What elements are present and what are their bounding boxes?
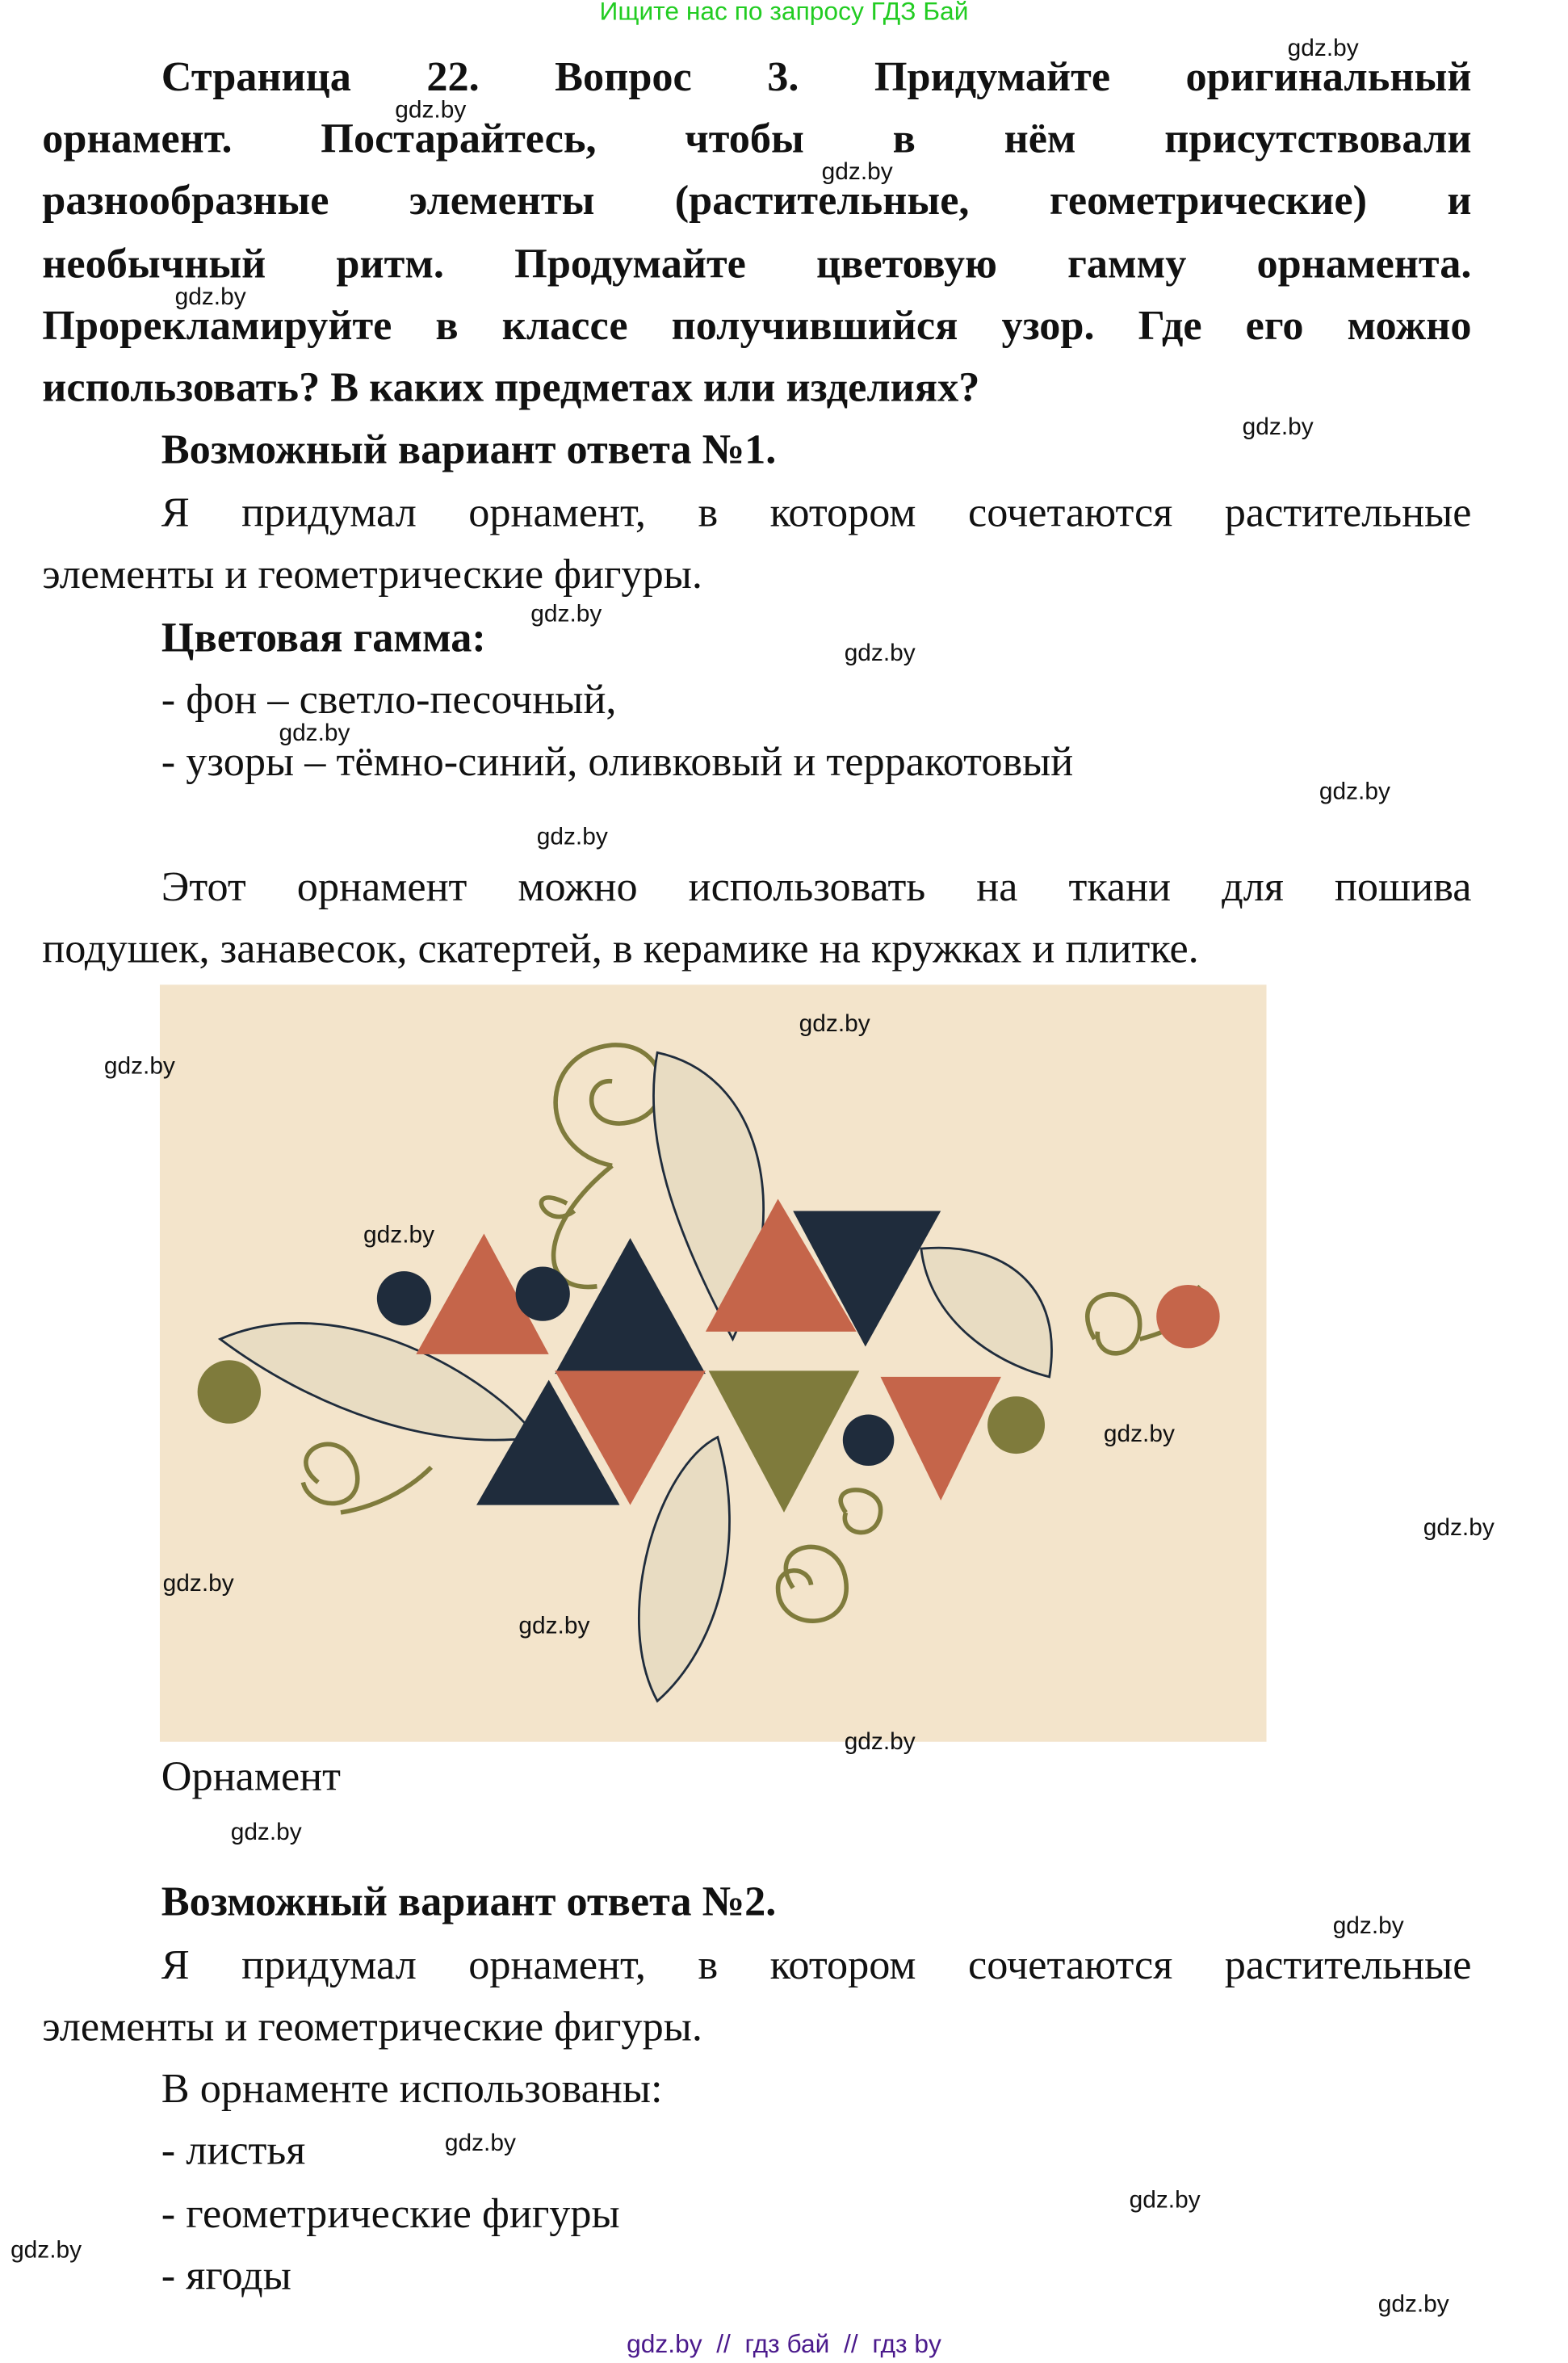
watermark: gdz.by (1319, 779, 1390, 806)
color-item: - фон – светло-песочный, (161, 677, 617, 724)
watermark: gdz.by (536, 825, 608, 851)
question-line: орнамент. Постарайтесь, чтобы в нём присутствовали (42, 115, 1472, 163)
watermark: gdz.by (103, 1054, 175, 1080)
list-heading: В орнаменте использованы: (161, 2066, 663, 2113)
answer1-text: Я придумал орнамент, в котором сочетаются растительные (161, 489, 1472, 537)
watermark: gdz.by (1242, 414, 1314, 441)
watermark: gdz.by (174, 284, 246, 311)
watermark: gdz.by (844, 1729, 916, 1756)
answer2-text: Я придумал орнамент, в котором сочетаются растительные (161, 1942, 1472, 1989)
watermark: gdz.by (395, 98, 467, 124)
watermark: gdz.by (1423, 1515, 1495, 1542)
watermark: gdz.by (10, 2238, 82, 2264)
list-item: - геометрические фигуры (161, 2191, 620, 2239)
watermark: gdz.by (821, 159, 893, 186)
usage-text: Этот орнамент можно использовать на ткани для пошива (161, 863, 1472, 911)
list-item: - листья (161, 2127, 306, 2175)
watermark: gdz.by (1287, 36, 1359, 62)
header-banner[interactable]: Ищите нас по запросу ГДЗ Бай (599, 0, 969, 26)
watermark: gdz.by (279, 720, 350, 747)
question-line: использовать? В каких предметах или изделиях? (42, 364, 980, 412)
ornament-drawing (160, 984, 1267, 1741)
watermark: gdz.by (1129, 2188, 1201, 2214)
ornament-image (160, 984, 1267, 1741)
usage-text: подушек, занавесок, скатертей, в керамике на кружках и плитке. (42, 925, 1199, 973)
spiral-icon (556, 1045, 661, 1165)
footer-links[interactable]: gdz.by // гдз бай // гдз by (627, 2329, 941, 2359)
watermark: gdz.by (230, 1819, 302, 1846)
question-line: разнообразные элементы (растительные, геометрические) и (42, 178, 1472, 225)
watermark: gdz.by (444, 2130, 516, 2157)
watermark: gdz.by (799, 1011, 870, 1038)
watermark: gdz.by (363, 1223, 435, 1249)
question-line: Прорекламируйте в классе получившийся узор. Где его можно (42, 303, 1472, 350)
colors-heading: Цветовая гамма: (161, 615, 486, 662)
watermark: gdz.by (162, 1571, 234, 1597)
answer2-heading: Возможный вариант ответа №2. (161, 1878, 777, 1926)
answer1-heading: Возможный вариант ответа №1. (161, 426, 777, 474)
watermark: gdz.by (844, 640, 916, 667)
image-caption: Орнамент (161, 1753, 342, 1801)
watermark: gdz.by (518, 1614, 590, 1639)
answer1-text: элементы и геометрические фигуры. (42, 552, 702, 599)
watermark: gdz.by (1332, 1913, 1404, 1940)
question-line: Страница 22. Вопрос 3. Придумайте оригинальный (161, 54, 1472, 102)
question-line: необычный ритм. Продумайте цветовую гамму орнамента. (42, 241, 1472, 288)
watermark: gdz.by (1103, 1421, 1175, 1448)
list-item: - ягоды (161, 2252, 291, 2300)
watermark: gdz.by (1377, 2292, 1449, 2319)
watermark: gdz.by (530, 602, 602, 627)
color-item: - узоры – тёмно-синий, оливковый и терракотовый (161, 738, 1074, 786)
answer2-text: элементы и геометрические фигуры. (42, 2004, 702, 2051)
